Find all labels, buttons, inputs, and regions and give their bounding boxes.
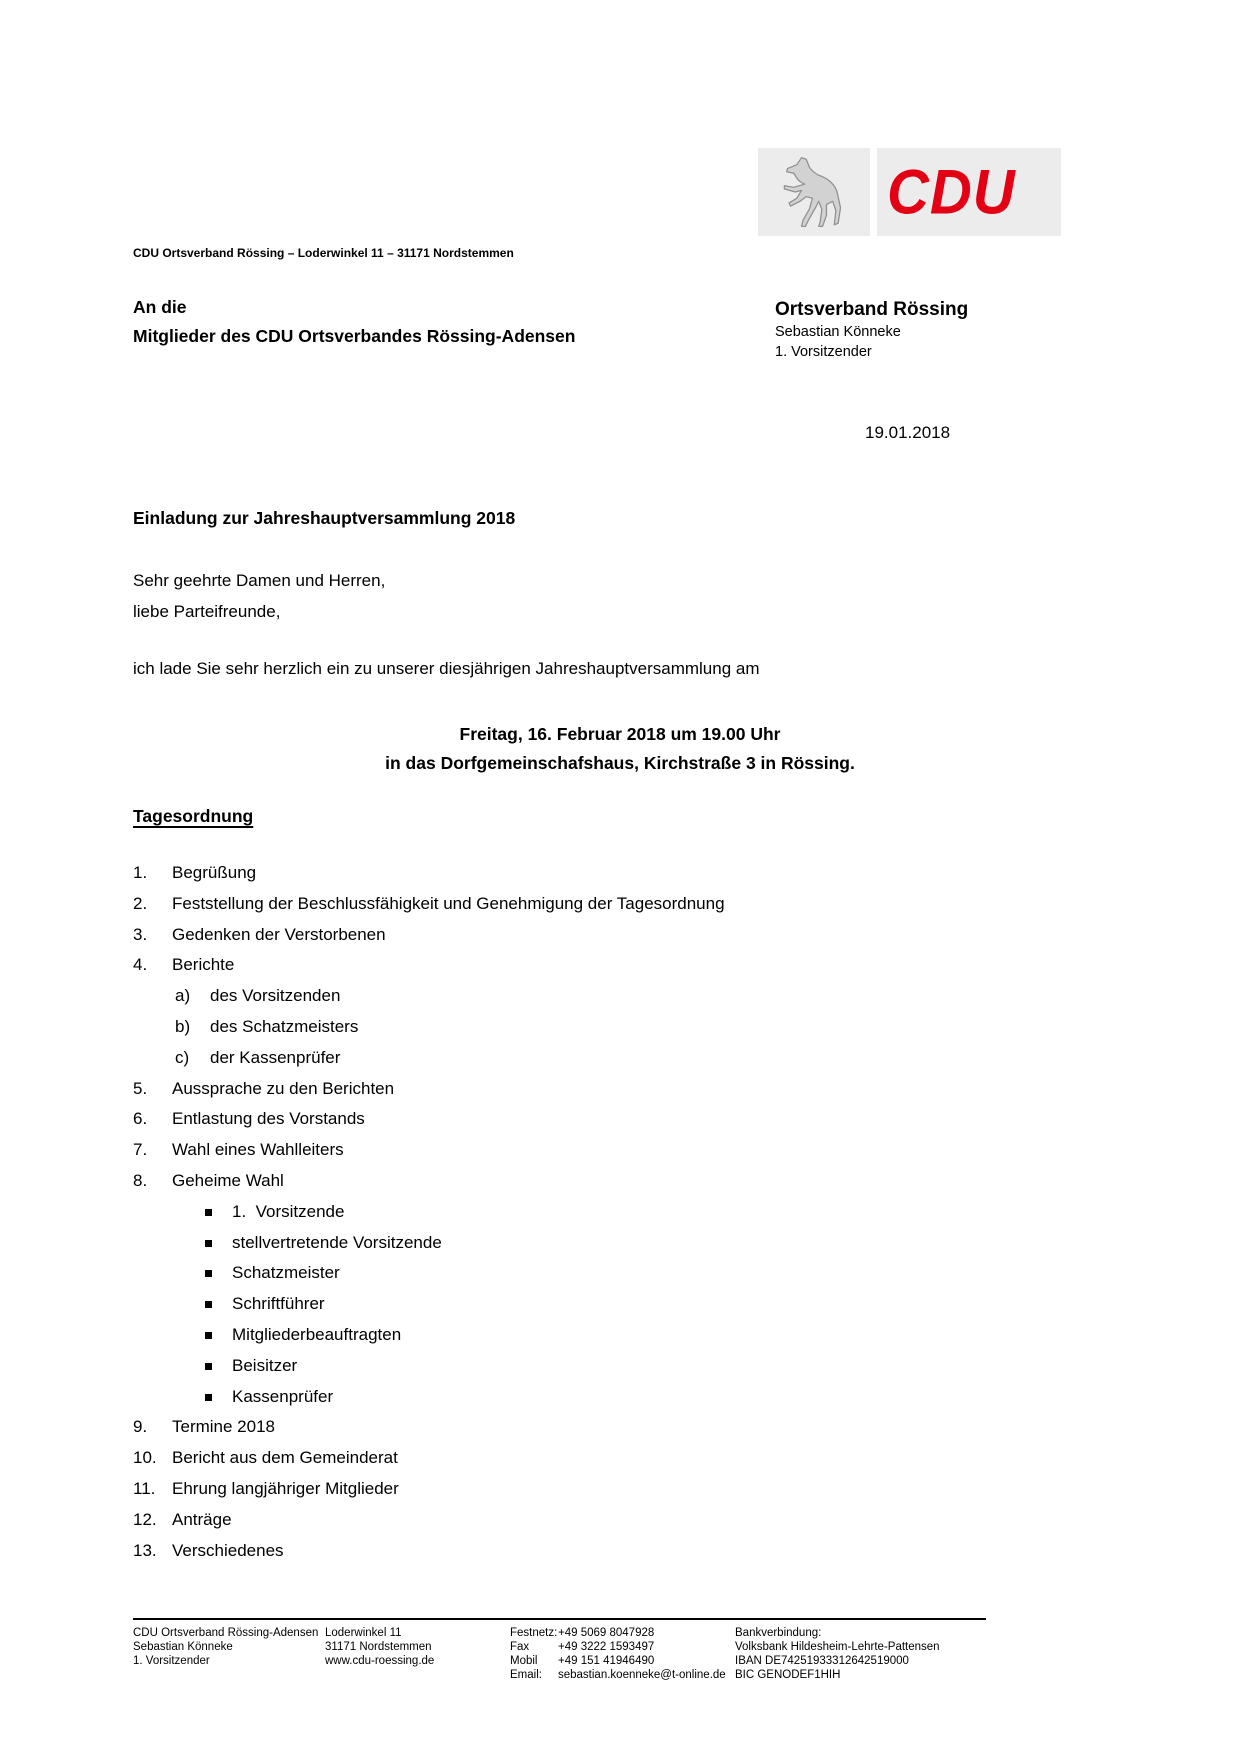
- letter-date: 19.01.2018: [865, 423, 951, 442]
- footer-line-text: 31171 Nordstemmen: [325, 1641, 432, 1653]
- agenda-bullet-text: Schatzmeister: [232, 1263, 340, 1283]
- footer-contact-value: sebastian.koenneke@t-online.de: [558, 1669, 726, 1681]
- event-datetime: Freitag, 16. Februar 2018 um 19.00 Uhr: [459, 724, 781, 744]
- footer-divider: [133, 1618, 986, 1620]
- agenda-number: 13.: [133, 1540, 157, 1560]
- agenda-sub-item: [133, 981, 1053, 1012]
- agenda-item-text: Gedenken der Verstorbenen: [172, 924, 386, 944]
- agenda-item: [133, 1135, 1053, 1166]
- footer-contact-line: [510, 1654, 726, 1668]
- agenda-sub-marker: b): [175, 1016, 191, 1036]
- agenda-item-text: Wahl eines Wahlleiters: [172, 1140, 344, 1160]
- agenda-item: [133, 1412, 1053, 1443]
- agenda-bullet-item: [133, 1228, 1053, 1259]
- agenda-bullet-text: Schriftführer: [232, 1294, 325, 1314]
- agenda-bullet-item: [133, 1258, 1053, 1289]
- footer-line-text: Sebastian Könneke: [133, 1641, 233, 1653]
- agenda-item-text: Bericht aus dem Gemeinderat: [172, 1448, 398, 1468]
- agenda-item-text: Anträge: [172, 1509, 232, 1529]
- footer-line: [735, 1668, 940, 1682]
- agenda-item-text: Ehrung langjähriger Mitglieder: [172, 1478, 399, 1498]
- footer-line-text: Bankverbindung:: [735, 1627, 822, 1639]
- agenda-item: [133, 1536, 1053, 1567]
- footer-contact-value: +49 5069 8047928: [558, 1627, 655, 1639]
- agenda-bullet-text: Mitgliederbeauftragten: [232, 1324, 402, 1344]
- sender-return-address: CDU Ortsverband Rössing – Loderwinkel 11 – 31171 Nordstemmen: [133, 246, 514, 260]
- agenda-item: [133, 1166, 1053, 1197]
- agenda-bullet-text: Kassenprüfer: [232, 1386, 334, 1406]
- footer-column-org: [133, 1626, 318, 1668]
- agenda-bullet-item: [133, 1197, 1053, 1228]
- footer-line: [133, 1626, 318, 1640]
- agenda-number: 2.: [133, 893, 148, 913]
- agenda-sub-text: der Kassenprüfer: [210, 1047, 341, 1067]
- agenda-sub-marker: a): [175, 986, 191, 1006]
- agenda-number: 10.: [133, 1448, 157, 1468]
- bullet-square-icon: [205, 1301, 212, 1308]
- agenda-item: [133, 1104, 1053, 1135]
- sender-info-block: [775, 296, 968, 362]
- agenda-bullet-item: [133, 1382, 1053, 1413]
- agenda-sub-text: des Vorsitzenden: [210, 986, 341, 1006]
- niedersachsen-horse-icon: [772, 153, 856, 231]
- footer-contact-line: [510, 1668, 726, 1682]
- footer-contact-label: Fax: [510, 1641, 530, 1653]
- agenda-sub-item: [133, 1012, 1053, 1043]
- agenda-number: 3.: [133, 924, 148, 944]
- footer-line-text: BIC GENODEF1HIH: [735, 1669, 841, 1681]
- recipient-block: [133, 293, 575, 351]
- footer-column-address: [325, 1626, 434, 1668]
- agenda-number: 11.: [133, 1478, 156, 1498]
- footer-line-text: www.cdu-roessing.de: [325, 1655, 435, 1667]
- agenda-item: [133, 1443, 1053, 1474]
- event-details-block: [133, 720, 1107, 778]
- footer-column-bank: [735, 1626, 940, 1682]
- agenda-number: 8.: [133, 1170, 148, 1190]
- agenda-number: 6.: [133, 1109, 148, 1129]
- niedersachsen-horse-logo-box: [758, 148, 870, 236]
- agenda-bullet-item: [133, 1351, 1053, 1382]
- footer-line: [133, 1654, 318, 1668]
- agenda-heading: Tagesordnung: [133, 806, 254, 826]
- bullet-square-icon: [205, 1240, 212, 1247]
- footer-contact-line: [510, 1626, 726, 1640]
- agenda-item-text: Berichte: [172, 955, 235, 975]
- footer-line-text: 1. Vorsitzender: [133, 1655, 210, 1667]
- agenda-bullet-text: Beisitzer: [232, 1355, 298, 1375]
- footer-line-text: Loderwinkel 11: [325, 1627, 402, 1639]
- footer-line: [735, 1640, 940, 1654]
- sender-role: 1. Vorsitzender: [775, 343, 872, 360]
- agenda-number: 5.: [133, 1078, 148, 1098]
- footer-line: [325, 1626, 434, 1640]
- agenda-item: [133, 950, 1053, 981]
- agenda-item-text: Aussprache zu den Berichten: [172, 1078, 395, 1098]
- agenda-bullet-item: [133, 1289, 1053, 1320]
- footer-line: [325, 1654, 434, 1668]
- footer-contact-label: Email:: [510, 1669, 542, 1681]
- sender-org: Ortsverband Rössing: [775, 299, 969, 320]
- footer-line: [325, 1640, 434, 1654]
- footer-contact-label: Mobil: [510, 1655, 538, 1667]
- agenda-item: [133, 920, 1053, 951]
- footer-contact-label: Festnetz:: [510, 1627, 558, 1639]
- agenda-item: [133, 889, 1053, 920]
- footer-contact-value: +49 151 41946490: [558, 1655, 655, 1667]
- agenda-item-text: Feststellung der Beschlussfähigkeit und Genehmigung der Tagesordnung: [172, 893, 725, 913]
- agenda-number: 12.: [133, 1509, 157, 1529]
- agenda-bullet-text: stellvertretende Vorsitzende: [232, 1232, 442, 1252]
- agenda-item-text: Entlastung des Vorstands: [172, 1109, 365, 1129]
- footer-line: [133, 1640, 318, 1654]
- agenda-sub-item: [133, 1043, 1053, 1074]
- footer-column-contact: [510, 1626, 726, 1682]
- bullet-square-icon: [205, 1209, 212, 1216]
- agenda-item-text: Verschiedenes: [172, 1540, 284, 1560]
- cdu-logo-text: CDU: [887, 156, 1016, 228]
- recipient-line2: Mitglieder des CDU Ortsverbandes Rössing-Adensen: [133, 326, 576, 346]
- agenda-number: 9.: [133, 1417, 148, 1437]
- agenda-number: 7.: [133, 1140, 148, 1160]
- subject-line: Einladung zur Jahreshauptversammlung 2018: [133, 508, 516, 528]
- agenda-number: 4.: [133, 955, 148, 975]
- agenda-item: [133, 1474, 1053, 1505]
- agenda-item-text: Geheime Wahl: [172, 1170, 284, 1190]
- agenda-item: [133, 1074, 1053, 1105]
- agenda-bullet-item: [133, 1320, 1053, 1351]
- footer-line: [735, 1626, 940, 1640]
- salutation-line2: liebe Parteifreunde,: [133, 601, 281, 621]
- bullet-square-icon: [205, 1394, 212, 1401]
- agenda-sub-text: des Schatzmeisters: [210, 1016, 359, 1036]
- agenda-item-text: Termine 2018: [172, 1417, 276, 1437]
- footer-line: [735, 1654, 940, 1668]
- bullet-square-icon: [205, 1270, 212, 1277]
- salutation-line1: Sehr geehrte Damen und Herren,: [133, 571, 386, 590]
- agenda-item: [133, 858, 1053, 889]
- agenda-sub-marker: c): [175, 1047, 190, 1067]
- agenda-item: [133, 1505, 1053, 1536]
- footer-contact-value: +49 3222 1593497: [558, 1641, 655, 1653]
- agenda-bullet-text: 1. Vorsitzende: [232, 1201, 345, 1221]
- agenda-item-text: Begrüßung: [172, 863, 257, 882]
- footer-line-text: Volksbank Hildesheim-Lehrte-Pattensen: [735, 1641, 940, 1653]
- agenda-number: 1.: [133, 863, 148, 882]
- footer-line-text: CDU Ortsverband Rössing-Adensen: [133, 1627, 319, 1639]
- bullet-square-icon: [205, 1363, 212, 1370]
- sender-name: Sebastian Könneke: [775, 324, 901, 340]
- agenda-list: [133, 858, 1053, 1566]
- cdu-logo-box: [877, 148, 1061, 236]
- footer-contact-line: [510, 1640, 726, 1654]
- recipient-line1: An die: [133, 297, 187, 317]
- footer-line-text: IBAN DE74251933312642519000: [735, 1655, 909, 1667]
- intro-paragraph: ich lade Sie sehr herzlich ein zu unserer diesjährigen Jahreshauptversammlung am: [133, 659, 760, 678]
- salutation-block: [133, 566, 385, 627]
- event-location: in das Dorfgemeinschafshaus, Kirchstraße 3 in Rössing.: [385, 753, 855, 773]
- bullet-square-icon: [205, 1332, 212, 1339]
